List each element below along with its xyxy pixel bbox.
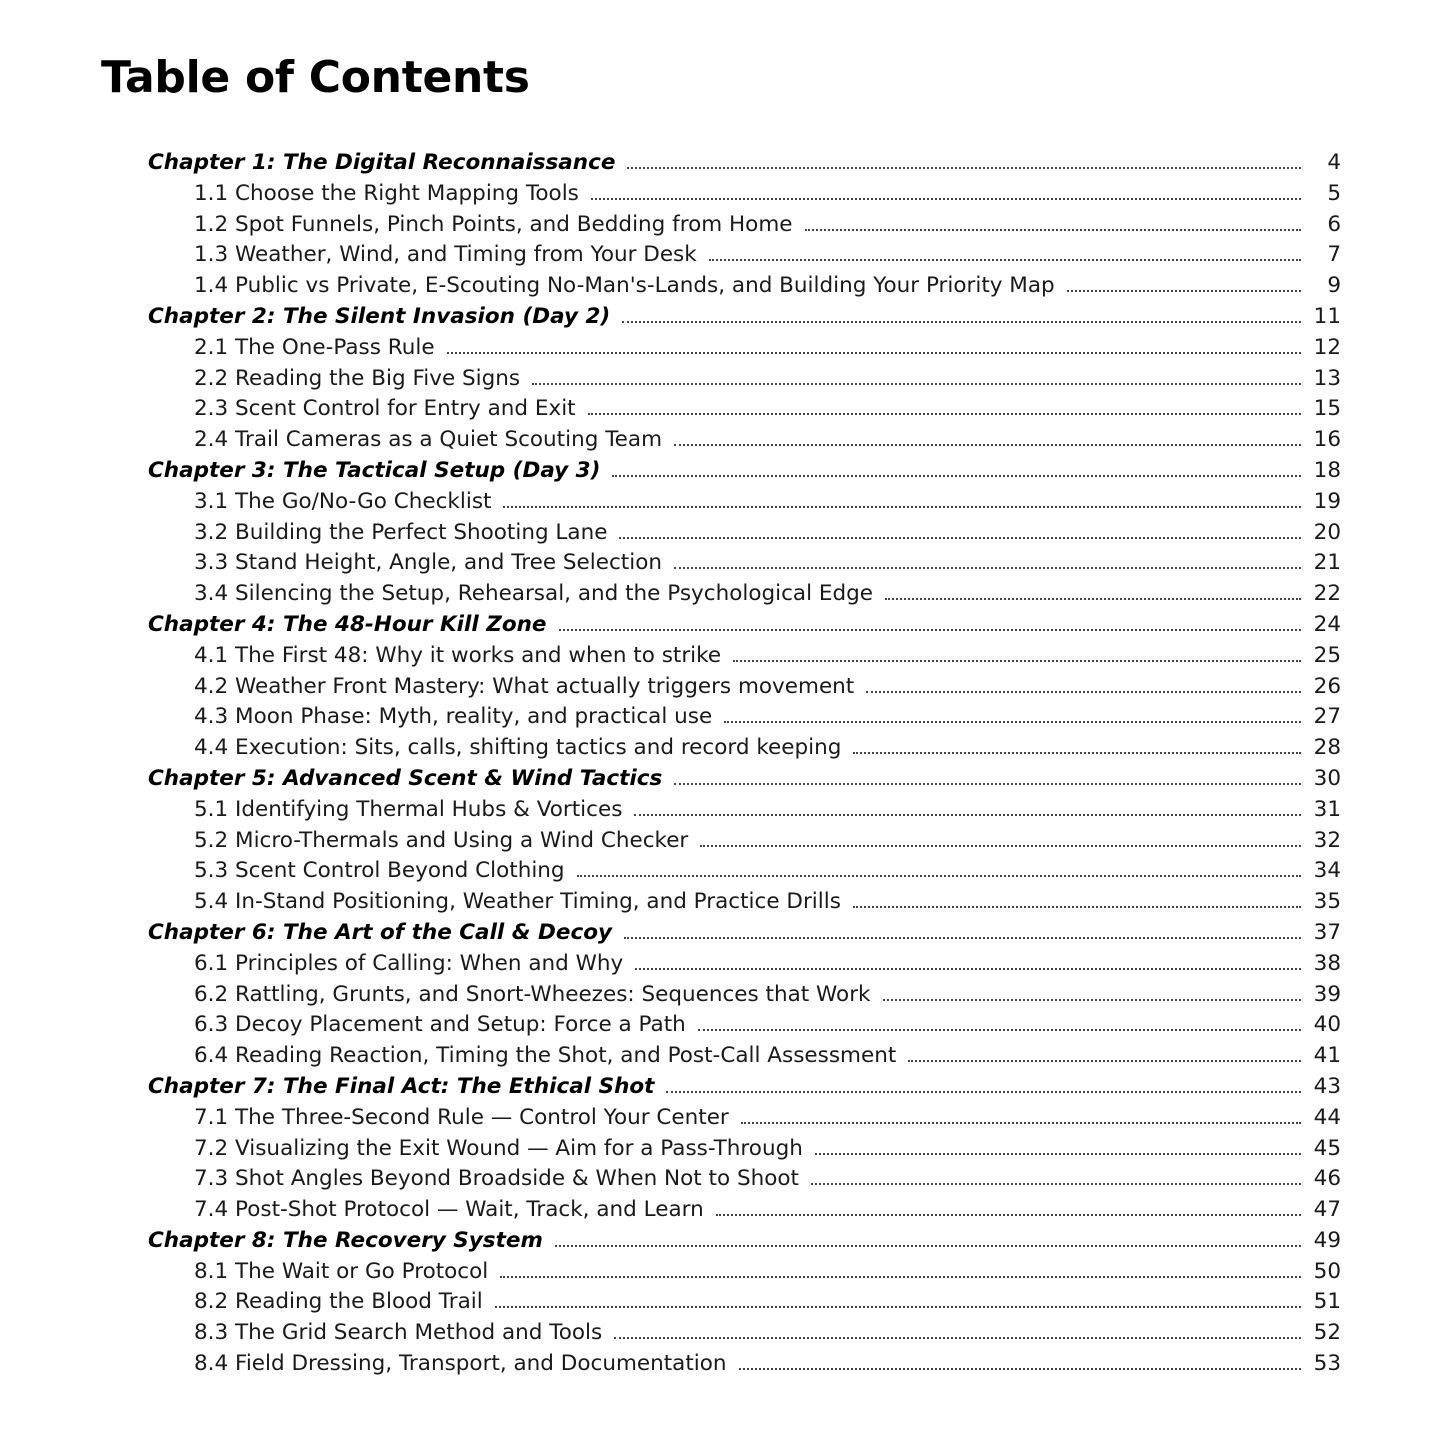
toc-chapter-entry[interactable] xyxy=(0,610,1445,641)
dot-leader xyxy=(666,1091,1301,1093)
toc-section-entry[interactable] xyxy=(0,548,1445,579)
page-number: 49 xyxy=(1313,1227,1341,1253)
section-title: 4.1 The First 48: Why it works and when to strike xyxy=(194,642,722,668)
section-title: 7.1 The Three-Second Rule — Control Your Center xyxy=(194,1104,729,1130)
section-title: 4.4 Execution: Sits, calls, shifting tactics and record keeping xyxy=(194,735,842,761)
section-title: 6.2 Rattling, Grunts, and Snort-Wheezes: Sequences that Work xyxy=(194,981,871,1007)
dot-leader xyxy=(908,1060,1301,1062)
toc-section-entry[interactable] xyxy=(0,1257,1445,1288)
dot-leader xyxy=(591,198,1301,200)
section-title: 4.2 Weather Front Mastery: What actually triggers movement xyxy=(194,673,855,699)
chapter-title: Chapter 1: The Digital Reconnaissance xyxy=(148,150,616,175)
section-title: 2.1 The One-Pass Rule xyxy=(194,334,435,360)
toc-section-entry[interactable] xyxy=(0,887,1445,918)
page-number: 21 xyxy=(1313,550,1341,576)
page-number: 52 xyxy=(1313,1320,1341,1346)
page-number: 32 xyxy=(1313,827,1341,853)
toc-section-entry[interactable] xyxy=(0,518,1445,549)
dot-leader xyxy=(634,814,1301,816)
section-title: 8.4 Field Dressing, Transport, and Documentation xyxy=(194,1351,727,1377)
page-number: 47 xyxy=(1313,1197,1341,1223)
page-number: 22 xyxy=(1313,581,1341,607)
page-number: 35 xyxy=(1313,889,1341,915)
toc-section-entry[interactable] xyxy=(0,1103,1445,1134)
toc-section-entry[interactable] xyxy=(0,826,1445,857)
section-title: 1.3 Weather, Wind, and Timing from Your Desk xyxy=(194,242,697,268)
dot-leader xyxy=(866,691,1301,693)
section-title: 5.4 In-Stand Positioning, Weather Timing, and Practice Drills xyxy=(194,889,841,915)
toc-list xyxy=(0,148,1445,1380)
section-title: 5.3 Scent Control Beyond Clothing xyxy=(194,858,565,884)
dot-leader xyxy=(555,1245,1301,1247)
section-title: 3.1 The Go/No-Go Checklist xyxy=(194,488,492,514)
toc-section-entry[interactable] xyxy=(0,672,1445,703)
page-number: 20 xyxy=(1313,519,1341,545)
dot-leader xyxy=(588,413,1301,415)
section-title: 7.4 Post-Shot Protocol — Wait, Track, and Learn xyxy=(194,1197,704,1223)
page-number: 30 xyxy=(1313,765,1341,791)
toc-section-entry[interactable] xyxy=(0,980,1445,1011)
section-title: 8.3 The Grid Search Method and Tools xyxy=(194,1320,603,1346)
page-number: 15 xyxy=(1313,396,1341,422)
chapter-title: Chapter 7: The Final Act: The Ethical Shot xyxy=(148,1073,655,1099)
page-number: 19 xyxy=(1313,488,1341,514)
dot-leader xyxy=(447,352,1301,354)
page-number: 43 xyxy=(1313,1073,1341,1099)
page-number: 45 xyxy=(1313,1135,1341,1161)
toc-section-entry[interactable] xyxy=(0,579,1445,610)
section-title: 2.2 Reading the Big Five Signs xyxy=(194,365,521,391)
toc-section-entry[interactable] xyxy=(0,210,1445,241)
toc-section-entry[interactable] xyxy=(0,425,1445,456)
section-title: 7.2 Visualizing the Exit Wound — Aim for a Pass-Through xyxy=(194,1135,803,1161)
page-number: 11 xyxy=(1313,303,1341,329)
page-number: 16 xyxy=(1313,427,1341,453)
dot-leader xyxy=(698,1029,1301,1031)
dot-leader xyxy=(624,937,1301,939)
toc-section-entry[interactable] xyxy=(0,795,1445,826)
toc-chapter-entry[interactable] xyxy=(0,918,1445,949)
toc-section-entry[interactable] xyxy=(0,240,1445,271)
dot-leader xyxy=(853,906,1301,908)
page-number: 40 xyxy=(1313,1012,1341,1038)
dot-leader xyxy=(1067,290,1301,292)
section-title: 7.3 Shot Angles Beyond Broadside & When Not to Shoot xyxy=(194,1166,799,1192)
dot-leader xyxy=(577,875,1301,877)
toc-section-entry[interactable] xyxy=(0,1287,1445,1318)
page-number: 34 xyxy=(1313,858,1341,884)
dot-leader xyxy=(853,752,1301,754)
section-title: 3.4 Silencing the Setup, Rehearsal, and the Psychological Edge xyxy=(194,581,874,607)
toc-chapter-entry[interactable] xyxy=(0,148,1445,179)
page-number: 28 xyxy=(1313,735,1341,761)
section-title: 6.4 Reading Reaction, Timing the Shot, and Post-Call Assessment xyxy=(194,1043,897,1069)
toc-section-entry[interactable] xyxy=(0,856,1445,887)
toc-section-entry[interactable] xyxy=(0,1164,1445,1195)
dot-leader xyxy=(885,598,1301,600)
page-number: 18 xyxy=(1313,457,1341,483)
dot-leader xyxy=(733,660,1301,662)
toc-section-entry[interactable] xyxy=(0,271,1445,302)
dot-leader xyxy=(614,1337,1301,1339)
dot-leader xyxy=(700,845,1301,847)
page-number: 38 xyxy=(1313,950,1341,976)
section-title: 1.1 Choose the Right Mapping Tools xyxy=(194,180,579,206)
dot-leader xyxy=(619,537,1301,539)
section-title: 5.2 Micro-Thermals and Using a Wind Checker xyxy=(194,827,689,853)
page-number: 37 xyxy=(1313,919,1341,945)
toc-section-entry[interactable] xyxy=(0,1349,1445,1380)
toc-section-entry[interactable] xyxy=(0,1318,1445,1349)
page-number: 44 xyxy=(1313,1104,1341,1130)
page-number: 41 xyxy=(1313,1043,1341,1069)
toc-section-entry[interactable] xyxy=(0,1010,1445,1041)
toc-chapter-entry[interactable] xyxy=(0,764,1445,795)
section-title: 3.2 Building the Perfect Shooting Lane xyxy=(194,519,608,545)
toc-section-entry[interactable] xyxy=(0,179,1445,210)
section-title: 5.1 Identifying Thermal Hubs & Vortices xyxy=(194,796,623,822)
dot-leader xyxy=(627,167,1301,169)
dot-leader xyxy=(674,567,1301,569)
page-number: 24 xyxy=(1313,611,1341,637)
section-title: 1.2 Spot Funnels, Pinch Points, and Bedding from Home xyxy=(194,211,793,237)
toc-section-entry[interactable] xyxy=(0,641,1445,672)
page-number: 27 xyxy=(1313,704,1341,730)
toc-section-entry[interactable] xyxy=(0,733,1445,764)
section-title: 2.4 Trail Cameras as a Quiet Scouting Team xyxy=(194,427,663,453)
toc-section-entry[interactable] xyxy=(0,949,1445,980)
page-number: 4 xyxy=(1327,150,1341,175)
toc-chapter-entry[interactable] xyxy=(0,1072,1445,1103)
chapter-title: Chapter 8: The Recovery System xyxy=(148,1227,543,1253)
dot-leader xyxy=(709,259,1301,261)
toc-section-entry[interactable] xyxy=(0,394,1445,425)
dot-leader xyxy=(622,321,1301,323)
chapter-title: Chapter 5: Advanced Scent & Wind Tactics xyxy=(148,765,663,791)
toc-section-entry[interactable] xyxy=(0,364,1445,395)
dot-leader xyxy=(805,229,1301,231)
page-number: 50 xyxy=(1313,1258,1341,1284)
dot-leader xyxy=(500,1276,1301,1278)
page-number: 25 xyxy=(1313,642,1341,668)
page-title: Table of Contents xyxy=(101,52,530,103)
toc-section-entry[interactable] xyxy=(0,487,1445,518)
toc-chapter-entry[interactable] xyxy=(0,302,1445,333)
dot-leader xyxy=(612,475,1301,477)
section-title: 8.1 The Wait or Go Protocol xyxy=(194,1258,489,1284)
dot-leader xyxy=(716,1214,1301,1216)
page-number: 13 xyxy=(1313,365,1341,391)
section-title: 3.3 Stand Height, Angle, and Tree Selection xyxy=(194,550,662,576)
toc-chapter-entry[interactable] xyxy=(0,456,1445,487)
dot-leader xyxy=(532,383,1301,385)
dot-leader xyxy=(559,629,1301,631)
toc-section-entry[interactable] xyxy=(0,1195,1445,1226)
section-title: 6.1 Principles of Calling: When and Why xyxy=(194,950,624,976)
page-number: 6 xyxy=(1327,211,1341,237)
chapter-title: Chapter 6: The Art of the Call & Decoy xyxy=(148,919,612,945)
dot-leader xyxy=(883,999,1302,1001)
section-title: 8.2 Reading the Blood Trail xyxy=(194,1289,483,1315)
page-number: 31 xyxy=(1313,796,1341,822)
dot-leader xyxy=(503,506,1301,508)
page-number: 5 xyxy=(1327,180,1341,206)
toc-chapter-entry[interactable] xyxy=(0,1226,1445,1257)
section-title: 4.3 Moon Phase: Myth, reality, and practical use xyxy=(194,704,713,730)
dot-leader xyxy=(674,783,1301,785)
dot-leader xyxy=(741,1122,1301,1124)
page-number: 26 xyxy=(1313,673,1341,699)
page-number: 39 xyxy=(1313,981,1341,1007)
page-number: 9 xyxy=(1327,273,1341,299)
chapter-title: Chapter 3: The Tactical Setup (Day 3) xyxy=(148,457,601,483)
dot-leader xyxy=(811,1183,1301,1185)
section-title: 6.3 Decoy Placement and Setup: Force a Path xyxy=(194,1012,686,1038)
page-number: 7 xyxy=(1327,242,1341,268)
page-number: 53 xyxy=(1313,1351,1341,1377)
page-number: 51 xyxy=(1313,1289,1341,1315)
page-number: 12 xyxy=(1313,334,1341,360)
dot-leader xyxy=(815,1153,1301,1155)
toc-section-entry[interactable] xyxy=(0,1134,1445,1165)
dot-leader xyxy=(495,1306,1301,1308)
dot-leader xyxy=(635,968,1301,970)
toc-section-entry[interactable] xyxy=(0,333,1445,364)
dot-leader xyxy=(739,1368,1301,1370)
dot-leader xyxy=(674,444,1301,446)
toc-section-entry[interactable] xyxy=(0,1041,1445,1072)
page-number: 46 xyxy=(1313,1166,1341,1192)
chapter-title: Chapter 2: The Silent Invasion (Day 2) xyxy=(148,303,611,329)
toc-section-entry[interactable] xyxy=(0,702,1445,733)
chapter-title: Chapter 4: The 48-Hour Kill Zone xyxy=(148,611,547,637)
section-title: 1.4 Public vs Private, E-Scouting No-Man's-Lands, and Building Your Priority Map xyxy=(194,273,1055,299)
dot-leader xyxy=(724,721,1301,723)
section-title: 2.3 Scent Control for Entry and Exit xyxy=(194,396,576,422)
